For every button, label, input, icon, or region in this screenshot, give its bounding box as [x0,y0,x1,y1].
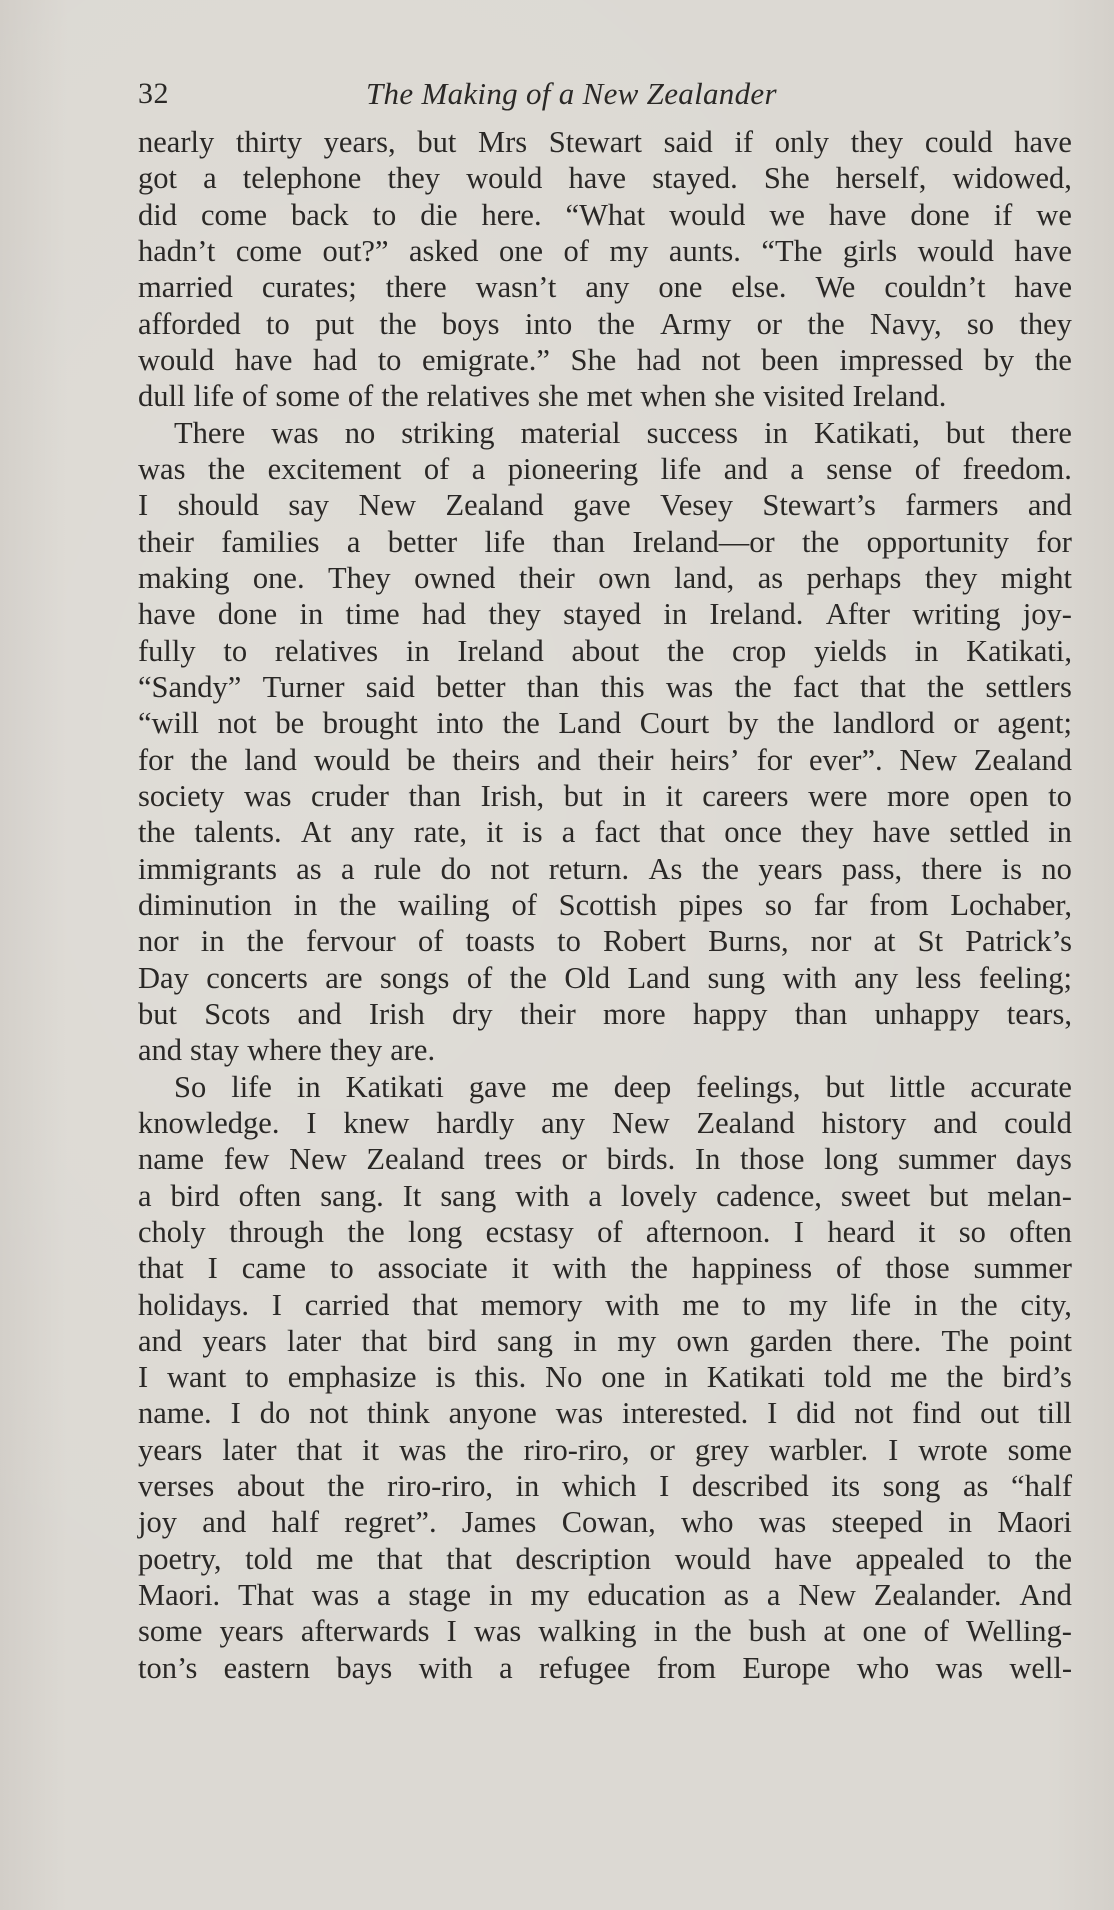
text-line: verses about the riro-riro, in which I described its song as “half [138,1469,1072,1504]
page-number: 32 [138,77,169,110]
text-line: Maori. That was a stage in my education as a New Zealander. And [138,1578,1072,1613]
text-line: “Sandy” Turner said better than this was the fact that the settlers [138,669,1072,704]
text-line: for the land would be theirs and their heirs’ for ever”. New Zealand [138,742,1072,777]
text-line: and years later that bird sang in my own garden there. The point [138,1323,1072,1358]
text-line: a bird often sang. It sang with a lovely cadence, sweet but melan- [138,1178,1072,1213]
text-line: making one. They owned their own land, as perhaps they might [138,560,1072,595]
text-line: have done in time had they stayed in Ireland. After writing joy- [138,597,1072,632]
text-line: the talents. At any rate, it is a fact that once they have settled in [138,815,1072,850]
text-line: hadn’t come out?” asked one of my aunts. “The girls would have [138,233,1072,268]
text-line: that I came to associate it with the happiness of those summer [138,1251,1072,1286]
text-line: Day concerts are songs of the Old Land sung with any less feeling; [138,960,1072,995]
text-line: knowledge. I knew hardly any New Zealand history and could [138,1105,1072,1140]
text-line: “will not be brought into the Land Court by the landlord or agent; [138,706,1072,741]
text-line: afforded to put the boys into the Army or the Navy, so they [138,306,1072,341]
text-line: There was no striking material success in Katikati, but there [174,415,1072,450]
text-line: holidays. I carried that memory with me to my life in the city, [138,1287,1072,1322]
text-line: nearly thirty years, but Mrs Stewart said if only they could have [138,125,1072,159]
text-line: I want to emphasize is this. No one in Katikati told me the bird’s [138,1360,1072,1395]
text-line: name. I do not think anyone was interested. I did not find out till [138,1396,1072,1431]
running-title: The Making of a New Zealander [366,76,777,111]
text-line: got a telephone they would have stayed. She herself, widowed, [138,161,1072,196]
text-line: would have had to emigrate.” She had not been impressed by the [138,342,1072,377]
body-text [138,124,1072,1686]
text-line: society was cruder than Irish, but in it careers were more open to [138,778,1072,813]
text-line: poetry, told me that that description would have appealed to the [138,1541,1072,1576]
text-line: joy and half regret”. James Cowan, who was steeped in Maori [138,1505,1072,1540]
text-line: but Scots and Irish dry their more happy than unhappy tears, [138,996,1072,1031]
text-line: fully to relatives in Ireland about the crop yields in Katikati, [138,633,1072,668]
text-line: nor in the fervour of toasts to Robert Burns, nor at St Patrick’s [138,924,1072,959]
text-line: was the excitement of a pioneering life and a sense of freedom. [138,451,1072,486]
text-line: choly through the long ecstasy of afternoon. I heard it so often [138,1214,1072,1249]
text-line: did come back to die here. “What would we have done if we [138,197,1072,232]
text-line: dull life of some of the relatives she met when she visited Ireland. [138,379,947,414]
running-head [138,72,1080,116]
text-line: their families a better life than Ireland—or the opportunity for [138,524,1072,559]
text-line: some years afterwards I was walking in the bush at one of Welling- [138,1614,1072,1649]
text-line: married curates; there wasn’t any one else. We couldn’t have [138,270,1072,305]
text-line: name few New Zealand trees or birds. In those long summer days [138,1142,1072,1177]
text-line: and stay where they are. [138,1033,436,1068]
text-line: years later that it was the riro-riro, or grey warbler. I wrote some [138,1432,1072,1467]
text-line: ton’s eastern bays with a refugee from Europe who was well- [138,1650,1072,1685]
text-line: So life in Katikati gave me deep feelings, but little accurate [174,1069,1072,1104]
text-line: diminution in the wailing of Scottish pipes so far from Lochaber, [138,887,1072,922]
text-line: immigrants as a rule do not return. As the years pass, there is no [138,851,1072,886]
text-line: I should say New Zealand gave Vesey Stewart’s farmers and [138,488,1072,523]
